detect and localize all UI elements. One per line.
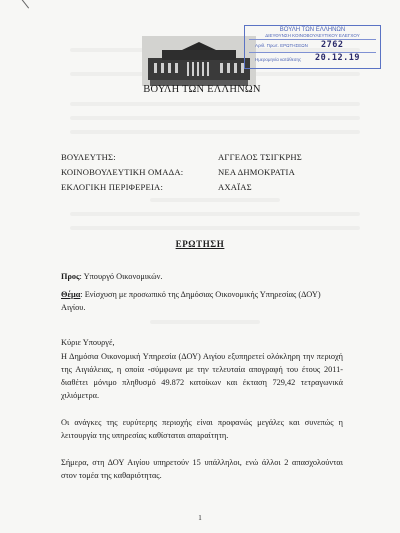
info-label-mp: ΒΟΥΛΕΥΤΗΣ: xyxy=(61,152,116,162)
to-label: Προς xyxy=(61,272,80,281)
stamp-divider xyxy=(249,39,376,40)
bleed-through-line xyxy=(70,212,360,216)
salutation: Κύριε Υπουργέ, xyxy=(61,338,115,347)
parliament-building-image xyxy=(142,36,256,86)
header-caption: ΒΟΥΛΗ ΤΩΝ ΕΛΛΗΝΩΝ xyxy=(143,84,261,95)
info-label-group: ΚΟΙΝΟΒΟΥΛΕΥΤΙΚΗ ΟΜΑΔΑ: xyxy=(61,167,184,177)
stamp-date-label: Ημερομηνία κατάθεσης xyxy=(255,57,302,62)
body-paragraph: Η Δημόσια Οικονομική Υπηρεσία (ΔΟΥ) Αιγίου εξυπηρετεί ολόκληρη την περιοχή της Αιγιάλειας, η οποία -σύμφωνα με την τελευταία απογραφή του έτους 2011- διαθέτει μόνιμο πληθυσμό 49.872 κατοίκων και έκταση 729,42 τετραγωνικά χιλιόμετρα. xyxy=(61,352,343,400)
info-value-mp: ΑΓΓΕΛΟΣ ΤΣΙΓΚΡΗΣ xyxy=(218,152,302,162)
bleed-through-line xyxy=(70,116,360,120)
bleed-through-line xyxy=(150,320,260,324)
stamp-number-value: 2762 xyxy=(321,40,344,50)
corner-mark xyxy=(0,0,29,27)
page-number: 1 xyxy=(198,514,202,522)
info-value-region: ΑΧΑΪΑΣ xyxy=(218,182,252,192)
registration-stamp xyxy=(244,25,381,69)
info-value-group: ΝΕΑ ΔΗΜΟΚΡΑΤΙΑ xyxy=(218,167,296,177)
subject-label: Θέμα xyxy=(61,290,81,299)
body-paragraph: Σήμερα, στη ΔΟΥ Αιγίου υπηρετούν 15 υπάλληλοι, ενώ άλλοι 2 απασχολούνται στον τομέα της καθαριότητας. xyxy=(61,458,343,480)
document-title: ΕΡΩΤΗΣΗ xyxy=(175,239,225,249)
to-value: : Υπουργό Οικονομικών. xyxy=(79,272,163,281)
bleed-through-line xyxy=(70,102,360,106)
subject-value: : Ενίσχυση με προσωπικό της Δημόσιας Οικονομικής Υπηρεσίας (ΔΟΥ) Αιγίου. xyxy=(61,290,321,312)
body-paragraph: Οι ανάγκες της ευρύτερης περιοχής είναι προφανώς μεγάλες και συνεπώς η λειτουργία της υπηρεσίας καθίσταται απαραίτητη. xyxy=(61,418,343,440)
bleed-through-line xyxy=(70,226,360,230)
info-label-region: ΕΚΛΟΓΙΚΗ ΠΕΡΙΦΕΡΕΙΑ: xyxy=(61,182,164,192)
stamp-title: ΒΟΥΛΗ ΤΩΝ ΕΛΛΗΝΩΝ xyxy=(279,27,346,33)
bleed-through-line xyxy=(70,130,360,134)
stamp-date-value: 20.12.19 xyxy=(315,53,360,63)
stamp-number-label: Αριθ. Πρωτ. ΕΡΩΤΗΣΕΩΝ xyxy=(255,43,308,48)
bleed-through-line xyxy=(150,198,280,202)
subject-line xyxy=(61,288,343,314)
stamp-subtitle: ΔΙΕΥΘΥΝΣΗ ΚΟΙΝΟΒΟΥΛΕΥΤΙΚΟΥ ΕΛΕΓΧΟΥ xyxy=(265,33,360,38)
addressee-line xyxy=(61,270,343,283)
